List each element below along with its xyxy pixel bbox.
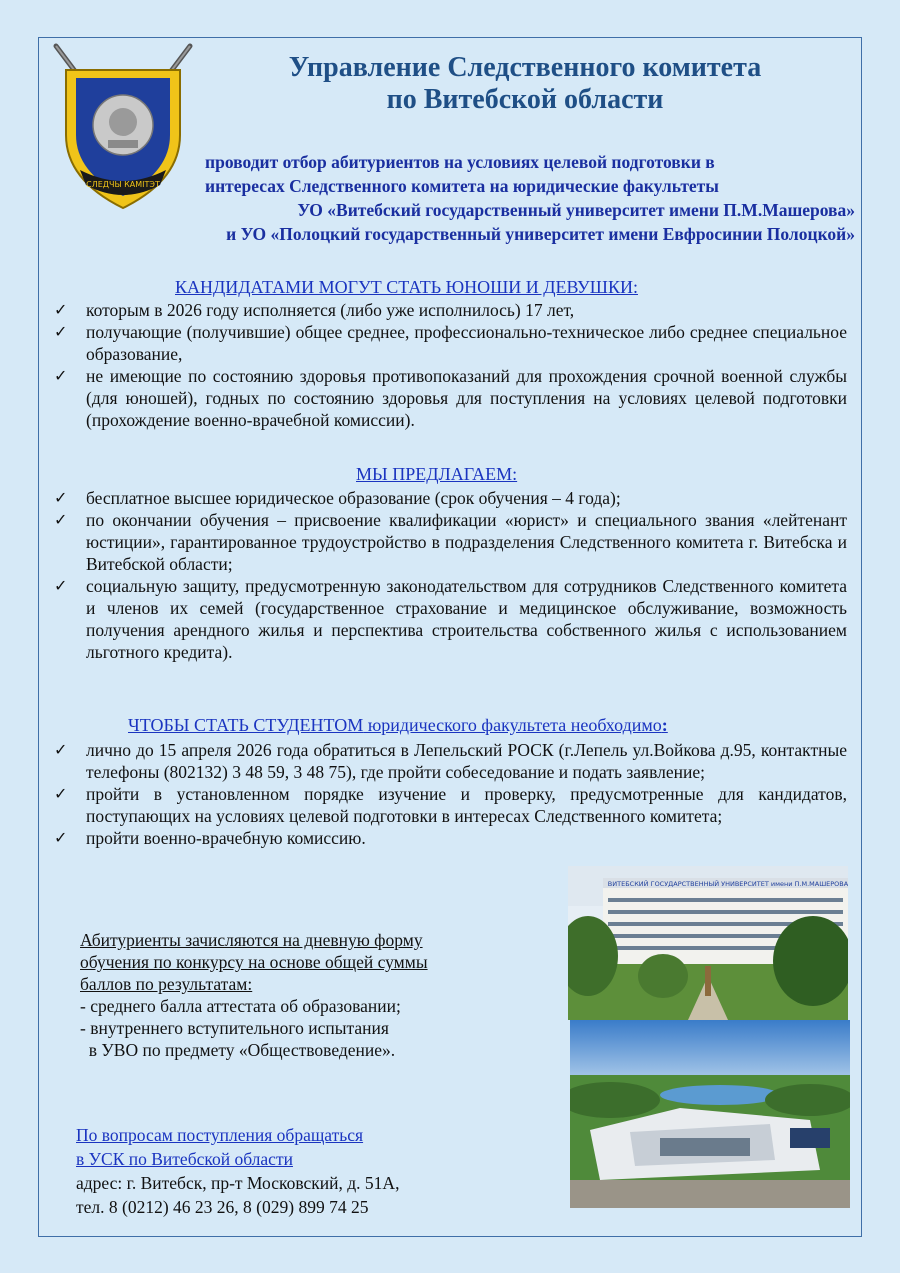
contact-phones: тел. 8 (0212) 46 23 26, 8 (029) 899 74 25 xyxy=(76,1197,369,1217)
list-item-text: пройти в установленном порядке изучение и проверку, предусмотренные для кандидатов, поступающих на условиях целевой подготовки в интересах Следственного комитета; xyxy=(86,784,847,826)
list-item xyxy=(52,783,847,827)
contact-heading-line-2[interactable]: в УСК по Витебской области xyxy=(76,1149,293,1169)
check-icon: ✓ xyxy=(54,510,68,529)
contact-block xyxy=(76,1123,399,1219)
list-item-text: получающие (получившие) общее среднее, профессионально-техническое либо среднее специальное образование, xyxy=(86,322,847,364)
intro-line-3: УО «Витебский государственный университет имени П.М.Машерова» xyxy=(297,200,855,220)
candidates-heading-colon: : xyxy=(632,277,638,297)
intro-line-4: и УО «Полоцкий государственный университет имени Евфросинии Полоцкой» xyxy=(226,224,855,244)
list-item-text: социальную защиту, предусмотренную законодательством для сотрудников Следственного комитета и членов их семей (государственное страхование и медицинское обслуживание, возможность получения арендного жилья и перспектива строительства собственного жилья с использованием льготного кредита). xyxy=(86,576,847,662)
student-list xyxy=(52,739,847,849)
vsu-building-photo xyxy=(568,866,848,1020)
check-icon: ✓ xyxy=(54,828,68,847)
contact-address: адрес: г. Витебск, пр-т Московский, д. 51А, xyxy=(76,1173,400,1193)
title-line-1: Управление Следственного комитета xyxy=(288,52,762,83)
student-heading-rest: юридического факультета необходимо xyxy=(363,715,662,735)
emblem-text: СЛЕДЧЫ КАМІТЭТ xyxy=(86,180,160,189)
list-item-text: пройти военно-врачебную комиссию. xyxy=(86,828,366,848)
check-icon: ✓ xyxy=(54,740,68,759)
list-item xyxy=(52,509,847,575)
student-heading-text: ЧТОБЫ СТАТЬ СТУДЕНТОМ xyxy=(128,715,364,735)
intro-text xyxy=(60,150,855,246)
list-item-text: лично до 15 апреля 2026 года обратиться в Лепельский РОСК (г.Лепель ул.Войкова д.95, контактные телефоны (802132) 3 48 59, 3 48 75), где пройти собеседование и подать заявление; xyxy=(86,740,847,782)
candidates-list xyxy=(52,299,847,431)
check-icon: ✓ xyxy=(54,784,68,803)
admission-block xyxy=(80,929,428,1061)
list-item xyxy=(52,575,847,663)
list-item-text: не имеющие по состоянию здоровья противопоказаний для прохождения срочной военной службы (для юношей), годных по состоянию здоровья для поступления на условиях целевой подготовки (прохождение военно-врачебной комиссии). xyxy=(86,366,847,430)
page-title xyxy=(200,52,850,116)
admission-line: - среднего балла аттестата об образовании; xyxy=(80,996,401,1016)
title-line-2: по Витебской области xyxy=(386,84,664,115)
check-icon: ✓ xyxy=(54,300,68,319)
admission-line: баллов по результатам: xyxy=(80,974,253,994)
check-icon: ✓ xyxy=(54,488,68,507)
candidates-heading-text: КАНДИДАТАМИ МОГУТ СТАТЬ ЮНОШИ И ДЕВУШКИ xyxy=(175,277,633,297)
intro-line-2: интересах Следственного комитета на юридические факультеты xyxy=(205,176,719,196)
polotsk-university-photo xyxy=(570,1020,850,1208)
offer-list xyxy=(52,487,847,663)
check-icon: ✓ xyxy=(54,322,68,341)
admission-line: - внутреннего вступительного испытания xyxy=(80,1018,389,1038)
check-icon: ✓ xyxy=(54,366,68,385)
list-item xyxy=(52,299,847,321)
check-icon: ✓ xyxy=(54,576,68,595)
list-item-text: бесплатное высшее юридическое образование (срок обучения – 4 года); xyxy=(86,488,621,508)
list-item xyxy=(52,487,847,509)
candidates-heading xyxy=(175,277,638,298)
contact-heading-line-1[interactable]: По вопросам поступления обращаться xyxy=(76,1125,364,1145)
list-item xyxy=(52,827,546,849)
list-item-text: по окончании обучения – присвоение квалификации «юрист» и специального звания «лейтенант юстиции», гарантированное трудоустройство в подразделения Следственного комитета г. Витебска и Витебской области; xyxy=(86,510,847,574)
list-item-text: которым в 2026 году исполняется (либо уже исполнилось) 17 лет, xyxy=(86,300,575,320)
admission-line: обучения по конкурсу на основе общей суммы xyxy=(80,952,428,972)
intro-line-1: проводит отбор абитуриентов на условиях целевой подготовки в xyxy=(205,152,715,172)
admission-line: в УВО по предмету «Обществоведение». xyxy=(80,1040,396,1060)
list-item xyxy=(52,739,847,783)
student-heading xyxy=(128,715,668,736)
student-heading-colon: : xyxy=(661,715,668,735)
admission-line: Абитуриенты зачисляются на дневную форму xyxy=(80,930,423,950)
list-item xyxy=(52,321,847,365)
offer-heading: МЫ ПРЕДЛАГАЕМ: xyxy=(356,464,518,484)
vsu-sign: ВИТЕБСКИЙ ГОСУДАРСТВЕННЫЙ УНИВЕРСИТЕТ имени П.М.МАШЕРОВА xyxy=(607,880,848,888)
list-item xyxy=(52,365,847,431)
